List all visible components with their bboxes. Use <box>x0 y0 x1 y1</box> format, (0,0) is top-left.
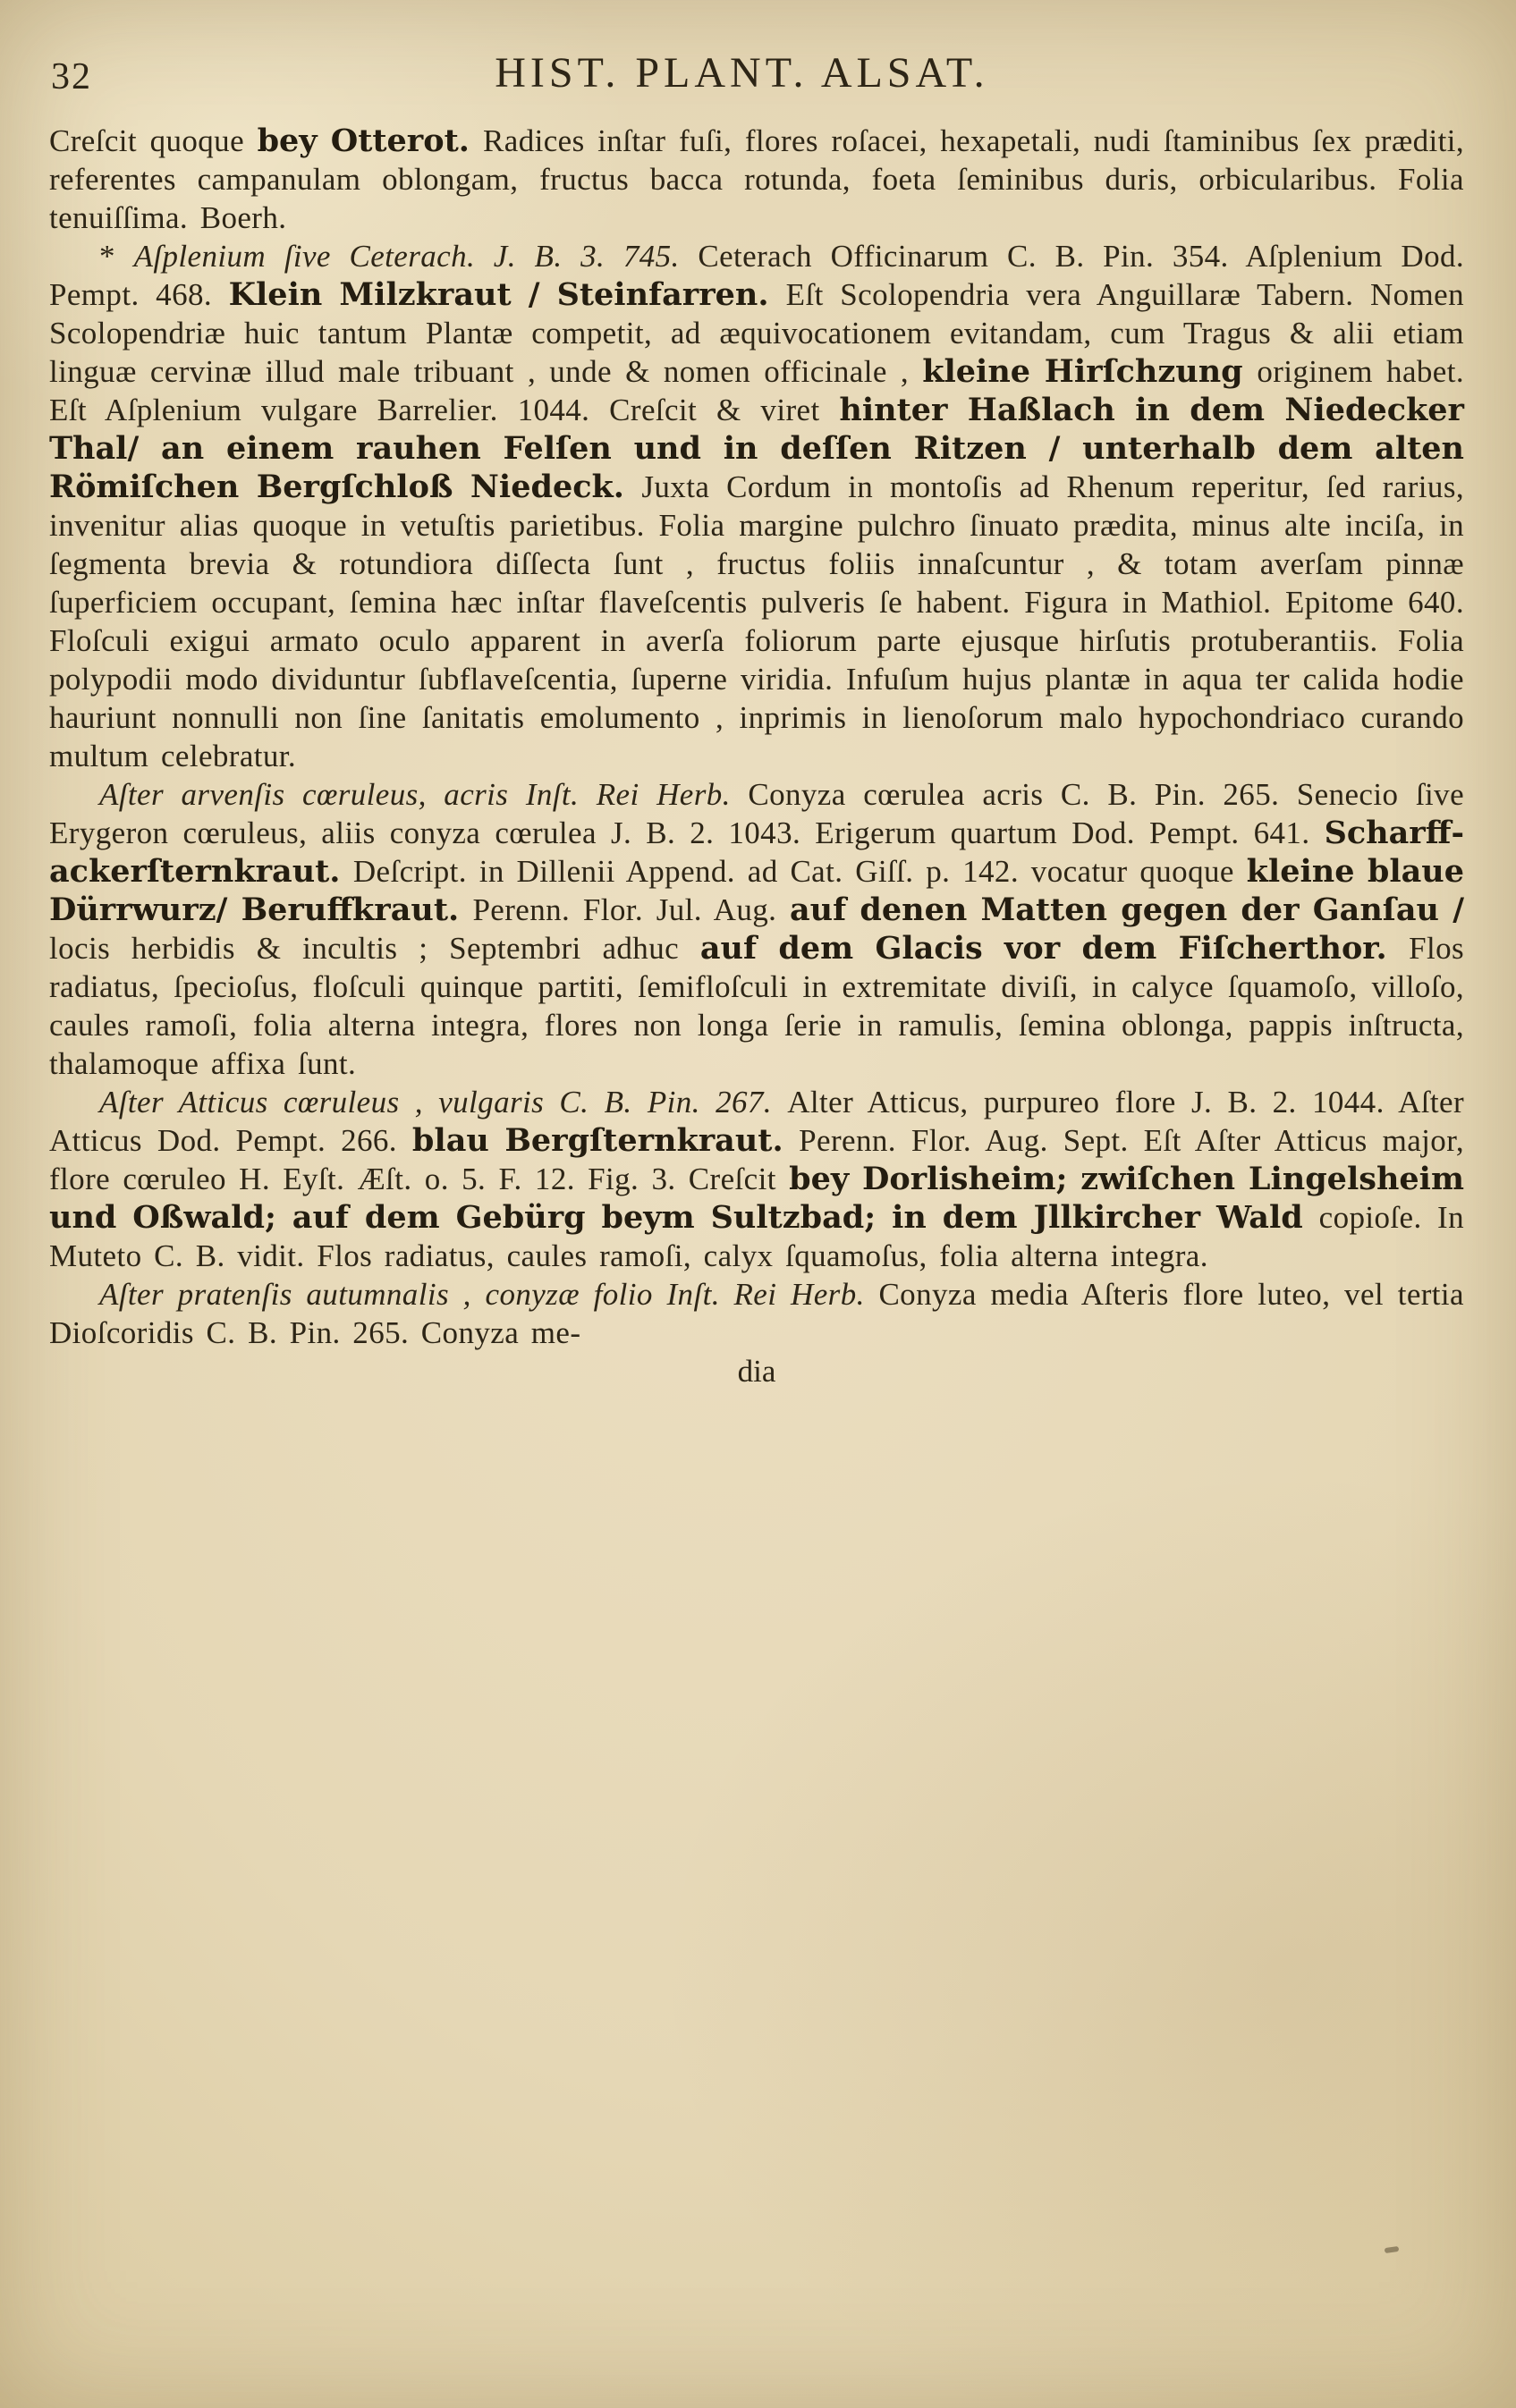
text-run-roman: Eſt Scolopendria vera Anguillaræ Tabern. Nomen Scolopendriæ huic tantum Plantæ competit, ad æquivocationem evitandam, cum Tragus & alii etiam linguæ cervinæ illud male tribuant , unde & nomen officinale , <box>49 277 1464 389</box>
text-run-roman: Perenn. Flor. Jul. Aug. <box>472 892 790 927</box>
text-run-fraktur: blau Bergſternkraut. <box>411 1122 800 1159</box>
paragraph <box>49 237 1464 775</box>
paragraph <box>49 1083 1464 1275</box>
page-number: 32 <box>51 56 92 97</box>
paragraph <box>49 1275 1464 1352</box>
text-run-roman: locis herbidis & incultis ; Septembri adhuc <box>49 931 700 966</box>
text-run-roman: Juxta Cordum in montoſis ad Rhenum reperitur, ſed rarius, invenitur alias quoque in vetuſtis parietibus. Folia margine pulchro ſinuato prædita, minus alte inciſa, in ſegmenta brevia & rotundiora diſſecta ſunt , fructus foliis innaſcuntur , & totam averſam pinnæ ſuperficiem occupant, ſemina hæc inſtar flaveſcentis pulveris ſe habent. Figura in Mathiol. Epitome 640. Floſculi exigui armato oculo apparent in averſa foliorum parte ejusque hirſutis protuberantiis. Folia polypodii modo dividuntur ſubflaveſcentia, ſuperne viridia. Infuſum hujus plantæ in aqua ter calida hodie hauriunt nonnulli non ſine ſanitatis emolumento , inprimis in lienoſorum malo hypochondriaco curando multum celebratur. <box>49 469 1464 773</box>
catchword: dia <box>737 1354 776 1389</box>
text-run-roman: originem habet. Eſt Aſplenium vulgare Barrelier. 1044. Creſcit & viret <box>49 354 1464 427</box>
paragraph <box>49 775 1464 1083</box>
text-run-fraktur: bey Dorlisheim; zwiſchen Lingelsheim und Oßwald; auf dem Gebürg beym Sultzbad; in dem Jllkircher Wald <box>49 1161 1464 1236</box>
text-run-fraktur: kleine Hirſchzung <box>922 353 1258 390</box>
text-run-italic: Aſplenium ſive Ceterach. J. B. 3. 745. <box>133 239 699 274</box>
text-block <box>49 122 1464 1352</box>
text-run-italic: Aſter arvenſis cœruleus, acris Inſt. Rei Herb. <box>99 777 749 812</box>
text-run-fraktur: kleine blaue Dürrwurz/ Beruffkraut. <box>49 853 1465 928</box>
text-run-roman: Alter Atticus, purpureo flore J. B. 2. 1044. Aſter Atticus Dod. Pempt. 266. <box>49 1085 1464 1158</box>
text-run-italic: Aſter Atticus cœruleus , vulgaris C. B. Pin. 267. <box>99 1085 788 1120</box>
text-run-fraktur: auf denen Matten gegen der Ganſau / <box>790 891 1464 928</box>
text-run-fraktur: Klein Milzkraut / Steinfarren. <box>228 276 786 313</box>
text-run-roman: * <box>99 239 134 274</box>
text-run-roman: Perenn. Flor. Aug. Sept. Eſt Aſter Atticus major, flore cœruleo H. Eyſt. Æſt. o. 5. F. 12. Fig. 3. Creſcit <box>49 1123 1465 1196</box>
text-run-roman: Conyza media Aſteris flore luteo, vel tertia Dioſcoridis C. B. Pin. 265. Conyza me- <box>49 1277 1464 1350</box>
page-header <box>49 41 1464 109</box>
text-run-roman: Flos radiatus, ſpecioſus, floſculi quinque partiti, ſemifloſculi in extremitate diviſi, in calyce ſquamoſo, villoſo, caules ramoſi, folia alterna integra, flores non longa ſerie in ramulis, ſemina oblonga, pappis inſtructa, thalamoque affixa ſunt. <box>49 931 1464 1081</box>
text-run-roman: Ceterach Officinarum C. B. Pin. 354. Aſplenium Dod. Pempt. 468. <box>49 239 1465 312</box>
text-run-fraktur: hinter Haßlach in dem Niedecker Thal/ an einem rauhen Felſen und in deſſen Ritzen / unterhalb dem alten Römiſchen Bergſchloß Niedeck. <box>49 392 1464 505</box>
text-run-roman: Conyza cœrulea acris C. B. Pin. 265. Senecio ſive Erygeron cœruleus, aliis conyza cœrulea J. B. 2. 1043. Erigerum quartum Dod. Pempt. 641. <box>49 777 1465 850</box>
text-run-roman: Radices inſtar fuſi, flores roſacei, hexapetali, nudi ſtaminibus ſex præditi, referentes campanulam oblongam, fructus bacca rotunda, foeta ſeminibus duris, orbicularibus. Folia tenuiſſima. Boerh. <box>49 123 1464 235</box>
text-run-italic: Aſter pratenſis autumnalis , conyzæ folio Inſt. Rei Herb. <box>99 1277 879 1312</box>
paragraph <box>49 122 1464 237</box>
page-title: HIST. PLANT. ALSAT. <box>495 49 989 97</box>
ink-speck <box>1385 2246 1400 2253</box>
text-run-fraktur: auf dem Glacis vor dem Fiſcherthor. <box>699 930 1410 967</box>
text-run-fraktur: bey Otterot. <box>257 123 484 159</box>
text-run-fraktur: Scharff-ackerſternkraut. <box>49 815 1464 890</box>
text-run-roman: Deſcript. in Dillenii Append. ad Cat. Giſſ. p. 142. vocatur quoque <box>352 854 1247 889</box>
text-run-roman: copioſe. In Muteto C. B. vidit. Flos radiatus, caules ramoſi, calyx ſquamoſus, folia alterna integra. <box>49 1200 1464 1273</box>
text-run-roman: Creſcit quoque <box>49 123 258 158</box>
